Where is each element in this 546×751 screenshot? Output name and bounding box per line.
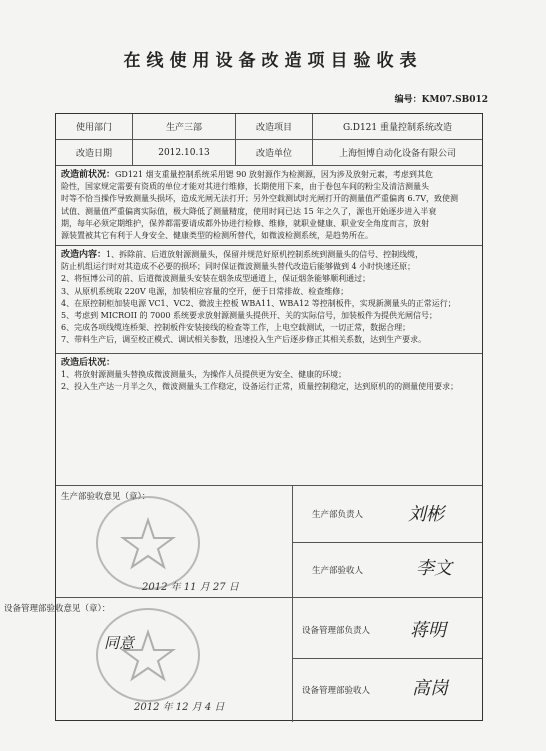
after-line-1: 1、将放射源测量头替换成微波测量头，为操作人员提供更为安全、健康的环境； [61,370,347,380]
project-value: G.D121 重量控制系统改造 [343,123,452,133]
production-head-signature: 刘彬 [408,504,444,525]
content-line-4: 3、从原机系统取 220V 电源，加装相应容量的空开，便于日常排故、检查维修； [61,286,349,296]
acceptance-form [4,113,483,721]
before-line-5: 期，每年必须定期维护，保养都需要请成都外协进行检修、维修，就职业健康、职业安全角度而言，放射 [61,218,429,228]
unit-value: 上海恒博自动化设备有限公司 [338,149,456,159]
production-acceptor-label: 生产部验收人 [312,566,364,576]
before-line-4: 试值、测量值严重偏离实际值，极大降低了测量精度，使用时间已达 15 年之久了，源也开始逐步进入半衰 [61,206,437,216]
after-line-2: 2、投入生产达一月半之久，微波测量头工作稳定，设备运行正常，质量控制稳定，达到原机的的测量使用要求； [61,382,459,392]
equipment-head-label: 设备管理部负责人 [302,626,371,636]
equipment-stamp [96,608,200,702]
header-row-2 [56,140,482,166]
equipment-acceptor-label: 设备管理部验收人 [302,686,371,696]
dept-label: 使用部门 [56,114,133,139]
equipment-head-signature: 蒋明 [410,620,446,641]
production-approval-section [56,486,482,598]
production-stamp [96,496,200,590]
content-line-6: 5、考虑到 MICROII 的 7000 系统要求放射源测量头提供开、关的实际信号，加装板件为提供光闸信号； [61,311,437,321]
production-acceptor-signature: 李文 [416,558,452,579]
before-line-3: 时等不恰当操作导致测量头损坏，造成光闸无法打开；另外空载测试时光闸打开的测量值严重偏离 6.7V，致使测 [61,194,459,204]
production-date: 2012 年 11 月 27 日 [142,582,239,593]
date-value: 2012.10.13 [133,140,236,165]
production-head-label: 生产部负责人 [312,510,364,520]
production-opinion-label: 生产部验收意见（章）： [61,492,151,502]
after-status-section [56,354,482,486]
document-number: 编号：KM07.SB012 [394,95,488,105]
before-status-section [56,166,482,246]
content-line-1: 1、拆除前、后道放射源测量头，保留并规范好原机控制系统到测量头的信号、控制线缆， [106,250,424,259]
form-title: 在线使用设备改造项目验收表 [123,51,423,71]
before-line-6: 源装置被其它有利于人身安全、健康类型的检测所替代，如微波检测系统，是趋势所在。 [61,231,373,241]
content-line-8: 7、带料生产后，调至校正模式、调试相关参数，迅速投入生产后逐步修正其相关系数，达到生产要求。 [61,335,427,345]
content-line-3: 2、将恒博公司的前、后道微波测量头安装在烟条成型通道上，保证烟条能够顺利通过； [61,274,371,284]
before-line-2: 险性，国家规定需要有资质的单位才能对其进行维修，长期使用下来，由于卷包车间的粉尘及清洁测量头 [61,182,429,192]
header-row-1 [56,114,482,140]
content-heading: 改造内容： [61,250,107,260]
project-label: 改造项目 [236,114,313,139]
before-heading: 改造前状况： [61,170,116,180]
equipment-acceptor-signature: 高岗 [412,678,448,699]
before-line-1: GD121 烟支重量控制系统采用锶 90 放射源作为检测源，因为涉及放射元素，考虑到其危 [115,170,433,179]
equipment-opinion-text: 同意 [104,634,135,652]
unit-label: 改造单位 [236,140,313,165]
dept-value: 生产三部 [133,114,236,139]
content-section [56,246,482,354]
date-label: 改造日期 [56,140,133,165]
content-line-5: 4、在原控制柜加装电源 VC1、VC2、微波主控板 WBA11、WBA12 等控制板件，实现新测量头的正常运行； [61,298,456,308]
equipment-date: 2012 年 12 月 4 日 [134,702,225,713]
equipment-opinion-label: 设备管理部验收意见（章）： [4,604,111,614]
content-line-7: 6、完成各项线缆连桥架、控制板件安装接线的检查等工作，上电空载测试，一切正常，数据合理； [61,323,411,333]
equipment-approval-section [4,598,482,722]
after-heading: 改造后状况： [61,358,116,368]
content-line-2: 防止机组运行时对其造成不必要的损坏；同时保证微波测量头替代改造后能够做到 4 小时快速还原； [61,262,416,272]
